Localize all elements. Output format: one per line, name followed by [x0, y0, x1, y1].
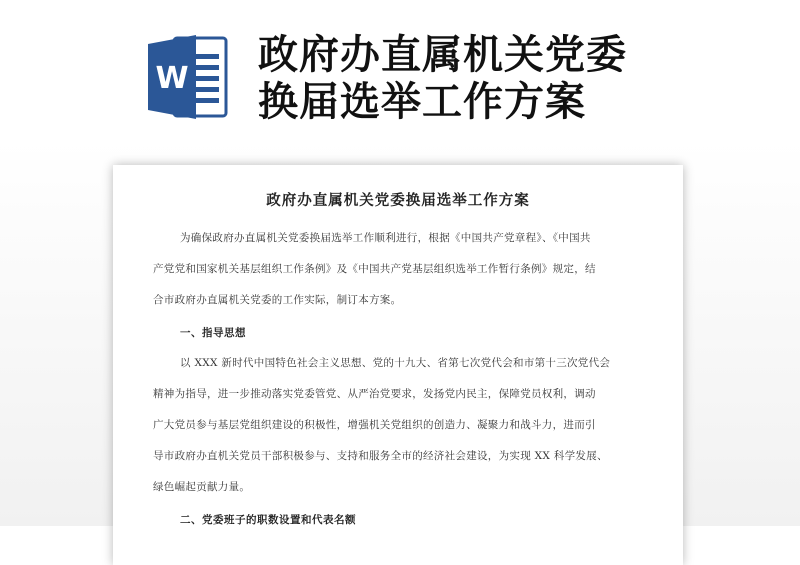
text-line: 精神为指导，进一步推动落实党委管党、从严治党要求，发扬党内民主，保障党员权利，调动 — [153, 388, 596, 400]
text-line: 以 XXX 新时代中国特色社会主义思想、党的十九大、省第七次党代会和市第十三次党代会 — [180, 357, 611, 369]
text-line: 为确保政府办直属机关党委换届选举工作顺利进行，根据《中国共产党章程》、《中国共 — [180, 232, 591, 244]
text-line: 广大党员参与基层党组织建设的积极性，增强机关党组织的创造力、凝聚力和战斗力，进而引 — [153, 419, 596, 431]
document-page — [113, 165, 683, 565]
section1-paragraph — [153, 348, 649, 503]
section-heading-2: 二、党委班子的职数设置和代表名额 — [180, 514, 356, 526]
section-heading-1: 一、指导思想 — [180, 327, 246, 339]
text-line: 导市政府办直机关党员干部积极参与、支持和服务全市的经济社会建设，为实现 XX 科学发展、 — [153, 450, 608, 462]
intro-paragraph — [153, 223, 649, 316]
title-line-2: 换届选举工作方案 — [258, 79, 586, 125]
text-line: 绿色崛起贡献力量。 — [153, 481, 251, 493]
document-title: 政府办直属机关党委换届选举工作方案 — [266, 192, 530, 209]
text-line: 合市政府办直属机关党委的工作实际，制订本方案。 — [153, 294, 402, 306]
text-line: 产党党和国家机关基层组织工作条例》及《中国共产党基层组织选举工作暂行条例》规定，结 — [153, 263, 596, 275]
word-document-icon — [146, 34, 228, 120]
page-title — [258, 32, 778, 126]
header-banner — [0, 0, 800, 150]
word-icon-letter: W — [155, 61, 189, 96]
title-line-1: 政府办直属机关党委 — [258, 32, 627, 78]
